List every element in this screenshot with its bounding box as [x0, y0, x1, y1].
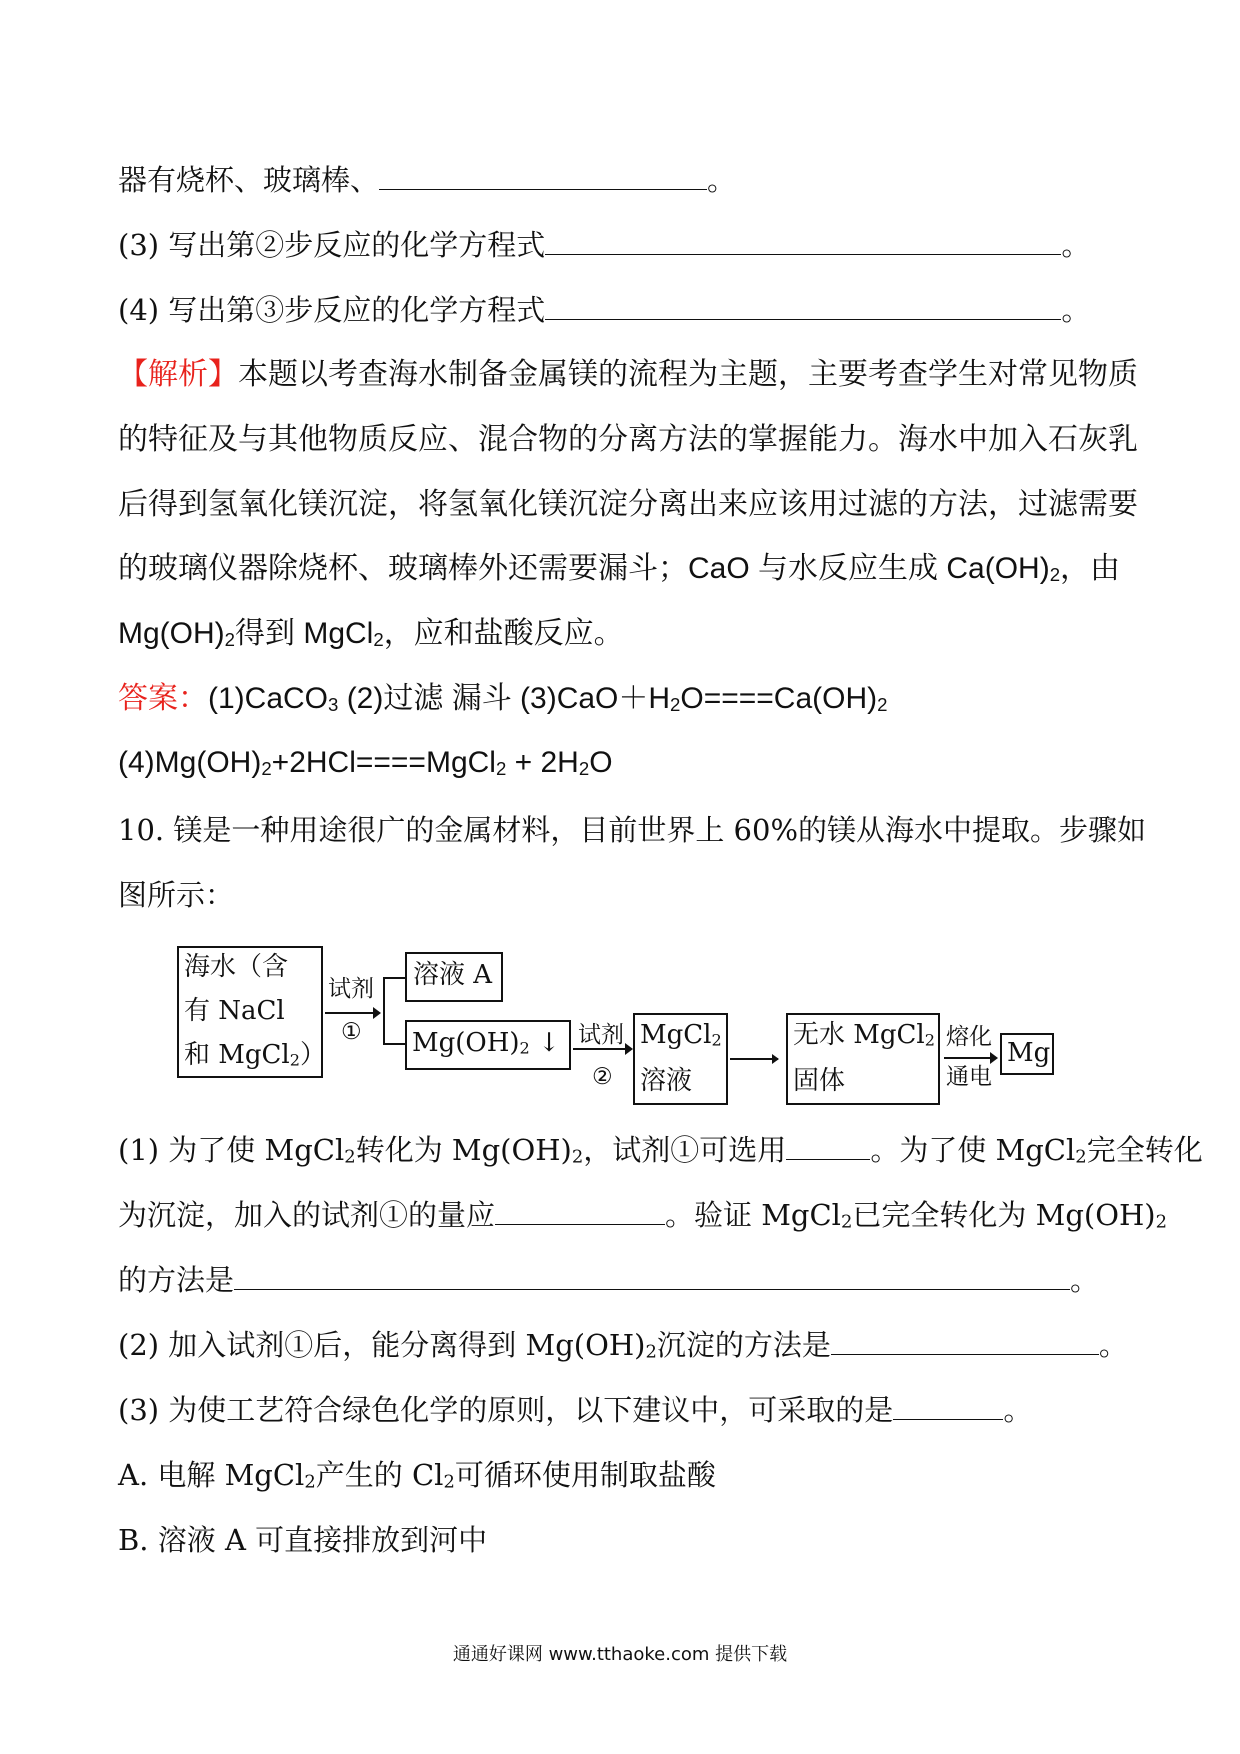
answer-blank[interactable]	[545, 297, 1061, 320]
seawater-line-3	[184, 1042, 326, 1069]
line-q9-3	[118, 228, 1091, 262]
subscript: 2	[1049, 563, 1061, 585]
text: ，应和盐酸反应。	[383, 617, 624, 650]
analysis-line-3	[118, 490, 1138, 520]
text: (3) 写出第②步反应的化学方程式	[118, 228, 546, 262]
text: 产生的 Cl	[315, 1458, 444, 1492]
text: +2HCl====MgCl	[271, 746, 496, 779]
subscript: 2	[670, 693, 681, 715]
arrow-head-2	[625, 1043, 633, 1055]
text: (3) 为使工艺符合绿色化学的原则，以下建议中，可采取的是	[118, 1393, 894, 1427]
text: (4)Mg(OH)	[118, 746, 262, 779]
text: B. 溶液 A 可直接排放到河中	[118, 1523, 488, 1557]
subscript: 2	[304, 1471, 316, 1493]
text: MgCl	[640, 1020, 712, 1050]
answer-blank[interactable]	[786, 1137, 870, 1160]
subscript: 2	[877, 693, 888, 715]
period: 。	[1061, 293, 1091, 327]
subscript: 2	[571, 1146, 584, 1168]
question-10-1-line-2	[118, 1198, 1168, 1233]
branch-top	[383, 977, 405, 979]
down-arrow-icon: ↓	[538, 1028, 560, 1058]
seawater-line-1: 海水（含	[184, 952, 289, 982]
answer-blank[interactable]	[545, 232, 1061, 255]
answer-blank[interactable]	[893, 1397, 1003, 1420]
text: Mg(OH)	[118, 617, 225, 650]
text: 转化为 Mg(OH)	[355, 1133, 572, 1167]
text: ，试剂①可选用	[583, 1133, 787, 1167]
period: 。	[707, 163, 737, 197]
period: 。	[1070, 1263, 1100, 1297]
subscript: 2	[443, 1471, 455, 1493]
reagent-2-number: ②	[592, 1064, 613, 1090]
text: O====Ca(OH)	[680, 682, 878, 715]
analysis-line-5	[118, 619, 624, 649]
subscript: 3	[328, 693, 339, 715]
branch-bottom	[383, 1043, 405, 1045]
arrow-head-3	[772, 1054, 779, 1064]
answer-blank[interactable]	[495, 1202, 665, 1225]
mgoh2-label	[412, 1030, 560, 1057]
text: (2)过滤 漏斗 (3)CaO＋H	[338, 682, 671, 715]
solution-a-label: 溶液 A	[413, 960, 493, 990]
anhydrous-line-2: 固体	[793, 1066, 846, 1096]
text: ，由	[1060, 552, 1121, 585]
analysis-line-1	[118, 360, 1138, 390]
answer-tag: 答案：	[118, 682, 208, 715]
arrow-line-4	[944, 1057, 996, 1059]
mg-label: Mg	[1007, 1038, 1051, 1068]
text: Mg(OH)	[412, 1028, 520, 1058]
subscript: 2	[344, 1146, 356, 1168]
branch-bracket	[383, 977, 385, 1045]
text: 可循环使用制取盐酸	[454, 1458, 716, 1492]
text: 无水 MgCl	[793, 1020, 925, 1050]
question-10-2	[118, 1328, 1128, 1363]
text: 。验证 MgCl	[665, 1198, 841, 1232]
seawater-line-2: 有 NaCl	[184, 996, 285, 1026]
text: 的方法是	[118, 1263, 235, 1297]
answer-blank[interactable]	[831, 1332, 1099, 1355]
arrow-line-3	[730, 1058, 778, 1060]
mgcl2-solution-line-1	[640, 1022, 722, 1049]
answer-blank[interactable]	[379, 167, 707, 190]
subscript: 2	[373, 628, 384, 650]
text: 和 MgCl	[184, 1040, 290, 1070]
reagent-2-label: 试剂	[578, 1022, 624, 1048]
subscript: 2	[495, 757, 507, 779]
text: + 2H	[506, 746, 579, 779]
text: 器有烧杯、玻璃棒、	[118, 163, 380, 197]
text: 。为了使 MgCl	[870, 1133, 1076, 1167]
analysis-tag: 【解析】	[118, 358, 238, 391]
answer-blank[interactable]	[234, 1267, 1070, 1290]
text: 图所示：	[118, 878, 235, 912]
arrow-head-4	[990, 1052, 998, 1064]
question-10-line-1	[118, 813, 1147, 847]
electrolysis-label-1: 熔化	[946, 1024, 992, 1050]
text: (1) 为了使 MgCl	[118, 1133, 345, 1167]
subscript: 2	[1155, 1211, 1168, 1233]
subscript: 2	[578, 757, 590, 779]
subscript: 2	[840, 1211, 853, 1233]
reagent-1-label: 试剂	[328, 976, 374, 1002]
answer-line-2	[118, 748, 613, 778]
text: 的玻璃仪器除烧杯、玻璃棒外还需要漏斗；CaO 与水反应生成 Ca(OH)	[118, 552, 1050, 585]
period: 。	[1098, 1328, 1128, 1362]
text: 得到 MgCl	[235, 617, 374, 650]
arrow-line-1	[325, 1012, 379, 1014]
arrow-head-1	[373, 1007, 381, 1019]
analysis-line-4	[118, 554, 1120, 584]
subscript: 2	[289, 1050, 300, 1070]
text: 的特征及与其他物质反应、混合物的分离方法的掌握能力。海水中加入石灰乳	[118, 423, 1138, 456]
mgcl2-solution-line-2: 溶液	[640, 1066, 693, 1096]
text: 本题以考查海水制备金属镁的流程为主题，主要考查学生对常见物质	[238, 358, 1138, 391]
text: 10. 镁是一种用途很广的金属材料，目前世界上 60%的镁从海水中提取。步骤如	[118, 813, 1147, 847]
text: 为沉淀，加入的试剂①的量应	[118, 1198, 496, 1232]
subscript: 2	[711, 1030, 722, 1050]
subscript: 2	[224, 628, 235, 650]
option-a	[118, 1458, 716, 1493]
electrolysis-label-2: 通电	[946, 1064, 992, 1090]
question-10-line-2	[118, 878, 235, 912]
period: 。	[1003, 1393, 1033, 1427]
text: ）	[300, 1040, 327, 1070]
question-10-1-line-1	[118, 1133, 1203, 1168]
subscript: 2	[924, 1030, 935, 1050]
text: (4) 写出第③步反应的化学方程式	[118, 293, 546, 327]
text: A. 电解 MgCl	[118, 1458, 305, 1492]
text: 完全转化	[1086, 1133, 1203, 1167]
reagent-1-number: ①	[341, 1019, 362, 1045]
text: 已完全转化为 Mg(OH)	[852, 1198, 1156, 1232]
subscript: 2	[1075, 1146, 1087, 1168]
subscript: 2	[519, 1038, 530, 1058]
text: O	[589, 746, 613, 779]
question-10-1-line-3	[118, 1263, 1100, 1297]
line-q9-2-end	[118, 163, 737, 197]
subscript: 2	[261, 757, 272, 779]
period: 。	[1061, 228, 1091, 262]
page-footer: 通通好课网 www.tthaoke.com 提供下载	[452, 1644, 788, 1665]
analysis-line-2	[118, 425, 1138, 455]
question-10-3	[118, 1393, 1033, 1427]
option-b	[118, 1523, 488, 1557]
subscript: 2	[645, 1341, 657, 1363]
text: 沉淀的方法是	[656, 1328, 831, 1362]
text: (2) 加入试剂①后，能分离得到 Mg(OH)	[118, 1328, 646, 1362]
text: 后得到氢氧化镁沉淀，将氢氧化镁沉淀分离出来应该用过滤的方法，过滤需要	[118, 488, 1138, 521]
text: (1)CaCO	[208, 682, 329, 715]
anhydrous-line-1	[793, 1022, 935, 1049]
line-q9-4	[118, 293, 1091, 327]
answer-line-1	[118, 684, 887, 714]
arrow-line-2	[573, 1048, 631, 1050]
